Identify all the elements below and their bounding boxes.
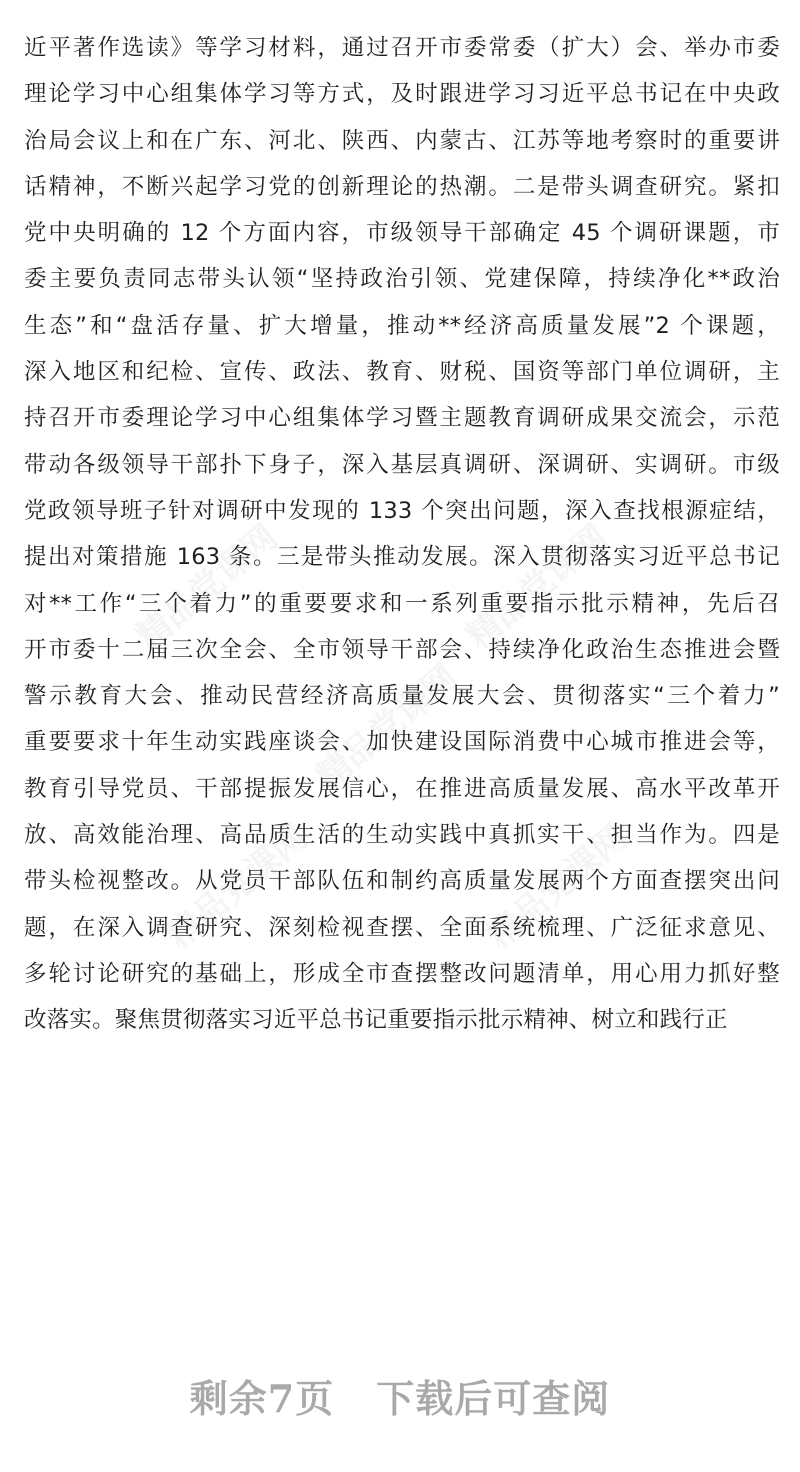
text-line: 党政领导班子针对调研中发现的 133 个突出问题，深入查找根源症结， — [24, 497, 780, 524]
text-line: 生态”和“盘活存量、扩大增量，推动**经济高质量发展”2 个课题， — [24, 312, 780, 339]
text-line: 理论学习中心组集体学习等方式，及时跟进学习习近平总书记在中央政 — [24, 81, 780, 108]
text-line: 题，在深入调查研究、深刻检视查摆、全面系统梳理、广泛征求意见、 — [24, 914, 780, 941]
text-line: 对**工作“三个着力”的重要要求和一系列重要指示批示精神，先后召 — [24, 590, 780, 617]
text-line: 深入地区和纪检、宣传、政法、教育、财税、国资等部门单位调研，主 — [24, 359, 780, 386]
text-line: 委主要负责同志带头认领“坚持政治引领、党建保障，持续净化**政治 — [24, 266, 780, 293]
watermark: 精品党课网 — [459, 517, 616, 658]
watermark: 精品党课网 — [479, 817, 636, 958]
watermark: 精品党课网 — [129, 517, 286, 658]
document-body — [24, 25, 780, 1044]
download-banner[interactable] — [0, 1368, 800, 1423]
text-line: 提出对策措施 163 条。三是带头推动发展。深入贯彻落实习近平总书记 — [24, 544, 780, 571]
download-to-read-label: 下载后可查阅 — [376, 1376, 611, 1421]
watermark: 精品党课网 — [159, 817, 316, 958]
text-line: 治局会议上和在广东、河北、陕西、内蒙古、江苏等地考察时的重要讲 — [24, 127, 780, 154]
text-line: 近平著作选读》等学习材料，通过召开市委常委（扩大）会、举办市委 — [24, 35, 780, 61]
text-line: 持召开市委理论学习中心组集体学习暨主题教育调研成果交流会，示范 — [24, 405, 780, 432]
text-line: 党中央明确的 12 个方面内容，市级领导干部确定 45 个调研课题，市 — [24, 220, 780, 247]
text-line: 多轮讨论研究的基础上，形成全市查摆整改问题清单，用心用力抓好整 — [24, 960, 780, 987]
text-line: 带头检视整改。从党员干部队伍和制约高质量发展两个方面查摆突出问 — [24, 868, 780, 895]
text-line: 教育引导党员、干部提振发展信心，在推进高质量发展、高水平改革开 — [24, 775, 780, 802]
text-line: 重要要求十年生动实践座谈会、加快建设国际消费中心城市推进会等， — [24, 729, 780, 756]
text-line: 话精神，不断兴起学习党的创新理论的热潮。二是带头调查研究。紧扣 — [24, 173, 780, 200]
text-line: 警示教育大会、推动民营经济高质量发展大会、贯彻落实“三个着力” — [24, 683, 780, 710]
watermark: 精品党课网 — [309, 657, 466, 798]
remaining-pages-label: 剩余7页 — [189, 1376, 335, 1421]
text-line: 改落实。聚焦贯彻落实习近平总书记重要指示批示精神、树立和践行正 — [24, 1007, 728, 1034]
text-line: 放、高效能治理、高品质生活的生动实践中真抓实干、担当作为。四是 — [24, 822, 780, 849]
text-line: 开市委十二届三次全会、全市领导干部会、持续净化政治生态推进会暨 — [24, 636, 780, 663]
text-line: 带动各级领导干部扑下身子，深入基层真调研、深调研、实调研。市级 — [24, 451, 780, 478]
